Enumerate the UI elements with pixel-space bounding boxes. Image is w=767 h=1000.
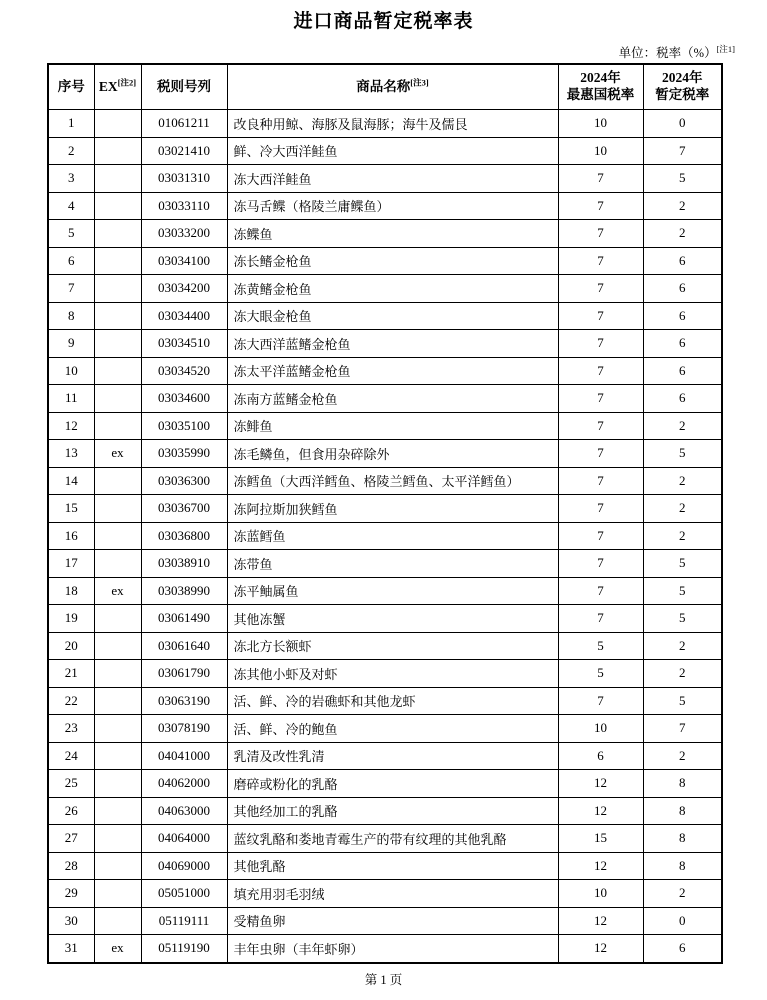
page-title: 进口商品暂定税率表: [293, 11, 474, 32]
row-provisional-rate: 6: [643, 935, 722, 963]
row-seq: 1: [48, 110, 94, 138]
table-row: [48, 687, 722, 715]
table-row: [48, 220, 722, 248]
row-ex: [94, 660, 141, 688]
row-ex: [94, 330, 141, 358]
row-code: 03036300: [141, 467, 227, 495]
row-ex: ex: [94, 935, 141, 963]
row-ex: [94, 825, 141, 853]
row-mfn-rate: 7: [558, 165, 643, 193]
unit-note-footnote-ref: [注1]: [716, 43, 735, 54]
row-ex: [94, 357, 141, 385]
row-seq: 22: [48, 687, 94, 715]
row-mfn-rate: 12: [558, 907, 643, 935]
row-product-name: 丰年虫卵（丰年虾卵）: [227, 935, 558, 963]
row-seq: 4: [48, 192, 94, 220]
row-mfn-rate: 10: [558, 880, 643, 908]
row-code: 03034520: [141, 357, 227, 385]
mfn-header-line1: 2024年: [580, 70, 621, 86]
table-row: [48, 385, 722, 413]
row-mfn-rate: 7: [558, 550, 643, 578]
row-code: 01061211: [141, 110, 227, 138]
table-header-row: [48, 64, 722, 110]
row-product-name: 冻马舌鲽（格陵兰庸鲽鱼）: [227, 192, 558, 220]
table-row: [48, 495, 722, 523]
table-row: [48, 412, 722, 440]
col-header-mfn-rate: [558, 64, 643, 110]
row-product-name: 冻大眼金枪鱼: [227, 302, 558, 330]
row-product-name: 受精鱼卵: [227, 907, 558, 935]
row-mfn-rate: 7: [558, 605, 643, 633]
table-row: [48, 660, 722, 688]
row-provisional-rate: 2: [643, 192, 722, 220]
row-mfn-rate: 7: [558, 357, 643, 385]
row-provisional-rate: 5: [643, 605, 722, 633]
row-mfn-rate: 12: [558, 770, 643, 798]
row-provisional-rate: 6: [643, 330, 722, 358]
row-code: 03034400: [141, 302, 227, 330]
row-code: 03034600: [141, 385, 227, 413]
row-product-name: 鲜、冷大西洋鲑鱼: [227, 137, 558, 165]
col-header-ex: [94, 64, 141, 110]
row-code: 05051000: [141, 880, 227, 908]
row-code: 04062000: [141, 770, 227, 798]
table-row: [48, 577, 722, 605]
row-provisional-rate: 6: [643, 275, 722, 303]
row-product-name: 填充用羽毛羽绒: [227, 880, 558, 908]
row-mfn-rate: 7: [558, 220, 643, 248]
row-code: 03036800: [141, 522, 227, 550]
row-product-name: 冻阿拉斯加狭鳕鱼: [227, 495, 558, 523]
row-seq: 17: [48, 550, 94, 578]
row-product-name: 改良种用鲸、海豚及鼠海豚；海牛及儒艮: [227, 110, 558, 138]
row-seq: 5: [48, 220, 94, 248]
row-provisional-rate: 8: [643, 770, 722, 798]
row-ex: [94, 302, 141, 330]
row-product-name: 磨碎或粉化的乳酪: [227, 770, 558, 798]
row-code: 04069000: [141, 852, 227, 880]
table-row: [48, 550, 722, 578]
row-provisional-rate: 7: [643, 137, 722, 165]
row-product-name: 冻鳕鱼（大西洋鳕鱼、格陵兰鳕鱼、太平洋鳕鱼）: [227, 467, 558, 495]
provisional-header-line2: 暂定税率: [655, 87, 710, 102]
row-mfn-rate: 5: [558, 660, 643, 688]
row-product-name: 其他经加工的乳酪: [227, 797, 558, 825]
table-row: [48, 907, 722, 935]
row-seq: 7: [48, 275, 94, 303]
table-row: [48, 935, 722, 963]
row-provisional-rate: 6: [643, 385, 722, 413]
row-code: 03033200: [141, 220, 227, 248]
row-seq: 15: [48, 495, 94, 523]
row-code: 03035990: [141, 440, 227, 468]
row-provisional-rate: 5: [643, 687, 722, 715]
row-ex: [94, 110, 141, 138]
unit-note-text: 单位：税率（%）: [618, 46, 717, 60]
row-code: 03034510: [141, 330, 227, 358]
row-ex: [94, 880, 141, 908]
provisional-header-line1: 2024年: [662, 70, 703, 86]
row-code: 03063190: [141, 687, 227, 715]
row-ex: [94, 385, 141, 413]
row-code: 03031310: [141, 165, 227, 193]
row-provisional-rate: 8: [643, 825, 722, 853]
row-provisional-rate: 2: [643, 495, 722, 523]
row-seq: 28: [48, 852, 94, 880]
row-mfn-rate: 7: [558, 412, 643, 440]
row-code: 03061790: [141, 660, 227, 688]
row-provisional-rate: 5: [643, 577, 722, 605]
row-ex: [94, 632, 141, 660]
row-mfn-rate: 7: [558, 302, 643, 330]
row-seq: 13: [48, 440, 94, 468]
product-name-footnote-ref: [注3]: [410, 77, 429, 88]
row-seq: 6: [48, 247, 94, 275]
row-provisional-rate: 8: [643, 797, 722, 825]
row-mfn-rate: 7: [558, 522, 643, 550]
row-seq: 25: [48, 770, 94, 798]
row-provisional-rate: 2: [643, 660, 722, 688]
row-code: 03035100: [141, 412, 227, 440]
row-mfn-rate: 7: [558, 687, 643, 715]
row-code: 03034200: [141, 275, 227, 303]
row-mfn-rate: 12: [558, 797, 643, 825]
table-row: [48, 192, 722, 220]
table-row: [48, 852, 722, 880]
row-product-name: 冻南方蓝鳍金枪鱼: [227, 385, 558, 413]
row-seq: 2: [48, 137, 94, 165]
row-seq: 14: [48, 467, 94, 495]
row-code: 03021410: [141, 137, 227, 165]
row-provisional-rate: 2: [643, 467, 722, 495]
row-product-name: 冻鲽鱼: [227, 220, 558, 248]
row-seq: 3: [48, 165, 94, 193]
row-code: 04064000: [141, 825, 227, 853]
row-product-name: 其他冻蟹: [227, 605, 558, 633]
row-seq: 31: [48, 935, 94, 963]
col-header-ex-text: EX: [98, 78, 118, 94]
table-row: [48, 357, 722, 385]
row-seq: 30: [48, 907, 94, 935]
row-mfn-rate: 7: [558, 275, 643, 303]
row-product-name: 冻黄鳍金枪鱼: [227, 275, 558, 303]
row-provisional-rate: 2: [643, 412, 722, 440]
row-mfn-rate: 12: [558, 852, 643, 880]
row-product-name: 冻蓝鳕鱼: [227, 522, 558, 550]
row-seq: 12: [48, 412, 94, 440]
row-mfn-rate: 15: [558, 825, 643, 853]
row-mfn-rate: 7: [558, 440, 643, 468]
row-product-name: 冻太平洋蓝鳍金枪鱼: [227, 357, 558, 385]
tariff-table-body: [48, 110, 722, 963]
table-row: [48, 715, 722, 743]
row-seq: 10: [48, 357, 94, 385]
row-provisional-rate: 0: [643, 907, 722, 935]
row-product-name: 活、鲜、冷的鲍鱼: [227, 715, 558, 743]
table-row: [48, 742, 722, 770]
row-product-name: 冻北方长额虾: [227, 632, 558, 660]
table-row: [48, 137, 722, 165]
row-product-name: 活、鲜、冷的岩礁虾和其他龙虾: [227, 687, 558, 715]
row-ex: [94, 247, 141, 275]
row-seq: 21: [48, 660, 94, 688]
ex-footnote-ref: [注2]: [117, 77, 137, 88]
row-ex: [94, 742, 141, 770]
row-code: 04041000: [141, 742, 227, 770]
row-mfn-rate: 7: [558, 192, 643, 220]
row-code: 03034100: [141, 247, 227, 275]
col-header-code: 税则号列: [141, 64, 227, 110]
row-mfn-rate: 10: [558, 715, 643, 743]
row-ex: [94, 770, 141, 798]
row-ex: [94, 715, 141, 743]
row-provisional-rate: 7: [643, 715, 722, 743]
tariff-table: [47, 63, 723, 964]
table-row: [48, 440, 722, 468]
row-ex: [94, 550, 141, 578]
row-code: 03036700: [141, 495, 227, 523]
row-seq: 16: [48, 522, 94, 550]
row-seq: 29: [48, 880, 94, 908]
row-mfn-rate: 12: [558, 935, 643, 963]
row-ex: [94, 275, 141, 303]
row-provisional-rate: 6: [643, 357, 722, 385]
table-row: [48, 522, 722, 550]
row-product-name: 冻其他小虾及对虾: [227, 660, 558, 688]
row-seq: 26: [48, 797, 94, 825]
mfn-header-line2: 最惠国税率: [566, 87, 635, 102]
row-provisional-rate: 5: [643, 440, 722, 468]
col-header-provisional-rate: [643, 64, 722, 110]
table-row: [48, 880, 722, 908]
row-seq: 24: [48, 742, 94, 770]
row-ex: [94, 192, 141, 220]
row-ex: [94, 467, 141, 495]
row-provisional-rate: 2: [643, 632, 722, 660]
row-ex: [94, 852, 141, 880]
row-ex: [94, 907, 141, 935]
row-mfn-rate: 7: [558, 495, 643, 523]
row-seq: 18: [48, 577, 94, 605]
row-ex: [94, 687, 141, 715]
table-row: [48, 275, 722, 303]
table-row: [48, 825, 722, 853]
table-row: [48, 302, 722, 330]
row-provisional-rate: 6: [643, 302, 722, 330]
page-number: 第 1 页: [364, 973, 403, 987]
row-product-name: 冻毛鳞鱼，但食用杂碎除外: [227, 440, 558, 468]
row-provisional-rate: 2: [643, 522, 722, 550]
table-row: [48, 605, 722, 633]
row-code: 03038990: [141, 577, 227, 605]
row-product-name: 冻带鱼: [227, 550, 558, 578]
row-product-name: 冻大西洋鲑鱼: [227, 165, 558, 193]
row-code: 03078190: [141, 715, 227, 743]
row-ex: [94, 165, 141, 193]
table-row: [48, 110, 722, 138]
row-provisional-rate: 5: [643, 165, 722, 193]
row-ex: [94, 220, 141, 248]
row-product-name: 冻鲱鱼: [227, 412, 558, 440]
unit-note: [619, 43, 735, 61]
row-seq: 8: [48, 302, 94, 330]
table-row: [48, 797, 722, 825]
row-ex: [94, 605, 141, 633]
col-header-seq: 序号: [48, 64, 94, 110]
row-mfn-rate: 5: [558, 632, 643, 660]
row-mfn-rate: 7: [558, 385, 643, 413]
row-ex: [94, 522, 141, 550]
table-row: [48, 770, 722, 798]
table-row: [48, 632, 722, 660]
row-seq: 19: [48, 605, 94, 633]
row-provisional-rate: 6: [643, 247, 722, 275]
row-ex: ex: [94, 577, 141, 605]
row-product-name: 冻平鲉属鱼: [227, 577, 558, 605]
row-mfn-rate: 7: [558, 467, 643, 495]
row-ex: ex: [94, 440, 141, 468]
row-seq: 20: [48, 632, 94, 660]
row-code: 03033110: [141, 192, 227, 220]
row-seq: 11: [48, 385, 94, 413]
row-code: 03061490: [141, 605, 227, 633]
row-provisional-rate: 8: [643, 852, 722, 880]
row-product-name: 乳清及改性乳清: [227, 742, 558, 770]
row-code: 05119190: [141, 935, 227, 963]
row-product-name: 蓝纹乳酪和娄地青霉生产的带有纹理的其他乳酪: [227, 825, 558, 853]
row-code: 04063000: [141, 797, 227, 825]
row-provisional-rate: 2: [643, 880, 722, 908]
row-code: 03061640: [141, 632, 227, 660]
row-provisional-rate: 0: [643, 110, 722, 138]
table-row: [48, 165, 722, 193]
row-code: 03038910: [141, 550, 227, 578]
row-mfn-rate: 10: [558, 110, 643, 138]
row-mfn-rate: 7: [558, 330, 643, 358]
row-product-name: 其他乳酪: [227, 852, 558, 880]
row-ex: [94, 797, 141, 825]
row-ex: [94, 137, 141, 165]
table-row: [48, 247, 722, 275]
col-header-product-name-text: 商品名称: [356, 78, 411, 94]
row-product-name: 冻长鳍金枪鱼: [227, 247, 558, 275]
table-row: [48, 330, 722, 358]
row-seq: 23: [48, 715, 94, 743]
col-header-product-name: [227, 64, 558, 110]
row-ex: [94, 412, 141, 440]
row-provisional-rate: 5: [643, 550, 722, 578]
row-seq: 27: [48, 825, 94, 853]
row-code: 05119111: [141, 907, 227, 935]
row-mfn-rate: 10: [558, 137, 643, 165]
table-row: [48, 467, 722, 495]
row-ex: [94, 495, 141, 523]
row-provisional-rate: 2: [643, 742, 722, 770]
row-mfn-rate: 7: [558, 247, 643, 275]
row-provisional-rate: 2: [643, 220, 722, 248]
row-seq: 9: [48, 330, 94, 358]
row-mfn-rate: 6: [558, 742, 643, 770]
row-product-name: 冻大西洋蓝鳍金枪鱼: [227, 330, 558, 358]
row-mfn-rate: 7: [558, 577, 643, 605]
